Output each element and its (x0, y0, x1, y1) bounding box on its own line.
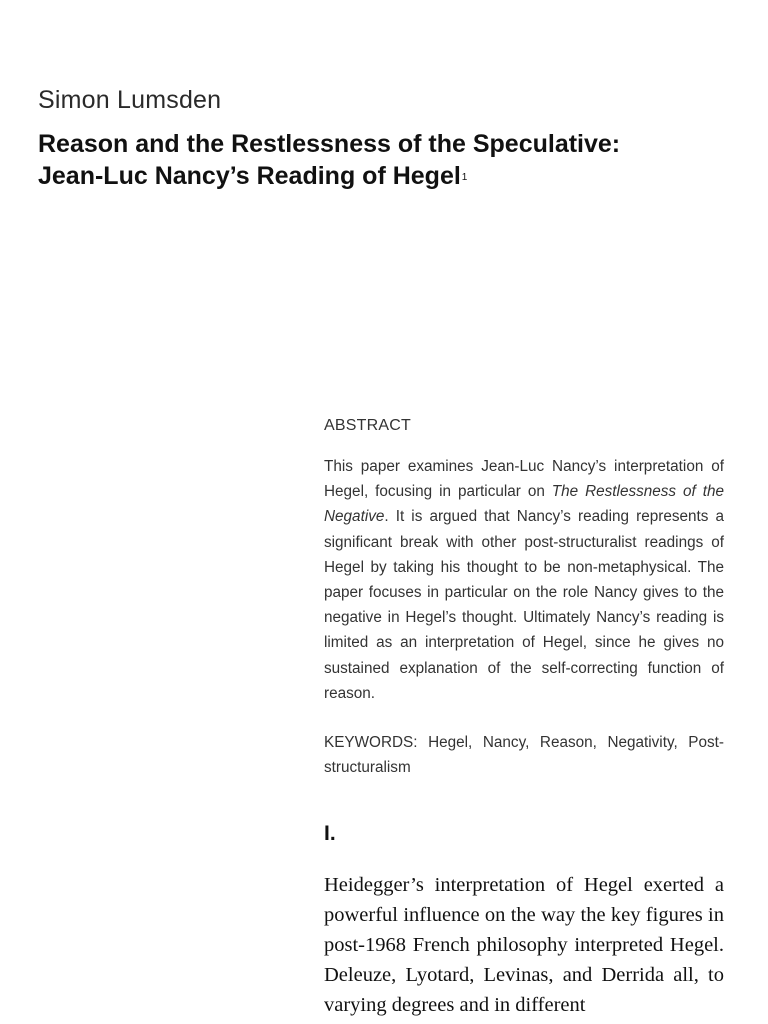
title-line-1: Reason and the Restlessness of the Speculative: (38, 130, 621, 158)
body-paragraph: Heidegger’s interpretation of Hegel exerted a powerful influence on the way the key figures in post-1968 French philosophy interpreted Hegel. Deleuze, Lyotard, Levinas, and Derrida all, to varying degrees and in different (324, 874, 724, 1016)
title-footnote-marker[interactable]: 1 (461, 172, 468, 183)
author-name: Simon Lumsden (38, 86, 222, 114)
title-line-2 (38, 160, 738, 192)
title-line-2-text: Jean-Luc Nancy’s Reading of Hegel (38, 162, 461, 190)
abstract-book-title: The Restlessness of the Negative (324, 483, 724, 526)
abstract-heading: ABSTRACT (324, 417, 411, 434)
abstract-text (324, 454, 724, 706)
section-heading: I. (324, 822, 336, 845)
abstract-text-part-2: . It is argued that Nancy’s reading represents a significant break with other post-structuralist readings of Hegel by taking his thought to be non-metaphysical. The paper focuses in particular on the role Nancy gives to the negative in Hegel’s thought. Ultimately Nancy’s reading is limited as an interpretation of Hegel, since he gives no sustained explanation of the self-correcting function of reason. (324, 508, 724, 702)
keywords: KEYWORDS: Hegel, Nancy, Reason, Negativity, Post-structuralism (324, 734, 724, 777)
abstract-text-part-1: This paper examines Jean-Luc Nancy’s interpretation of Hegel, focusing in particular on (324, 458, 724, 501)
abstract-section (324, 414, 724, 780)
article-title (38, 128, 738, 192)
